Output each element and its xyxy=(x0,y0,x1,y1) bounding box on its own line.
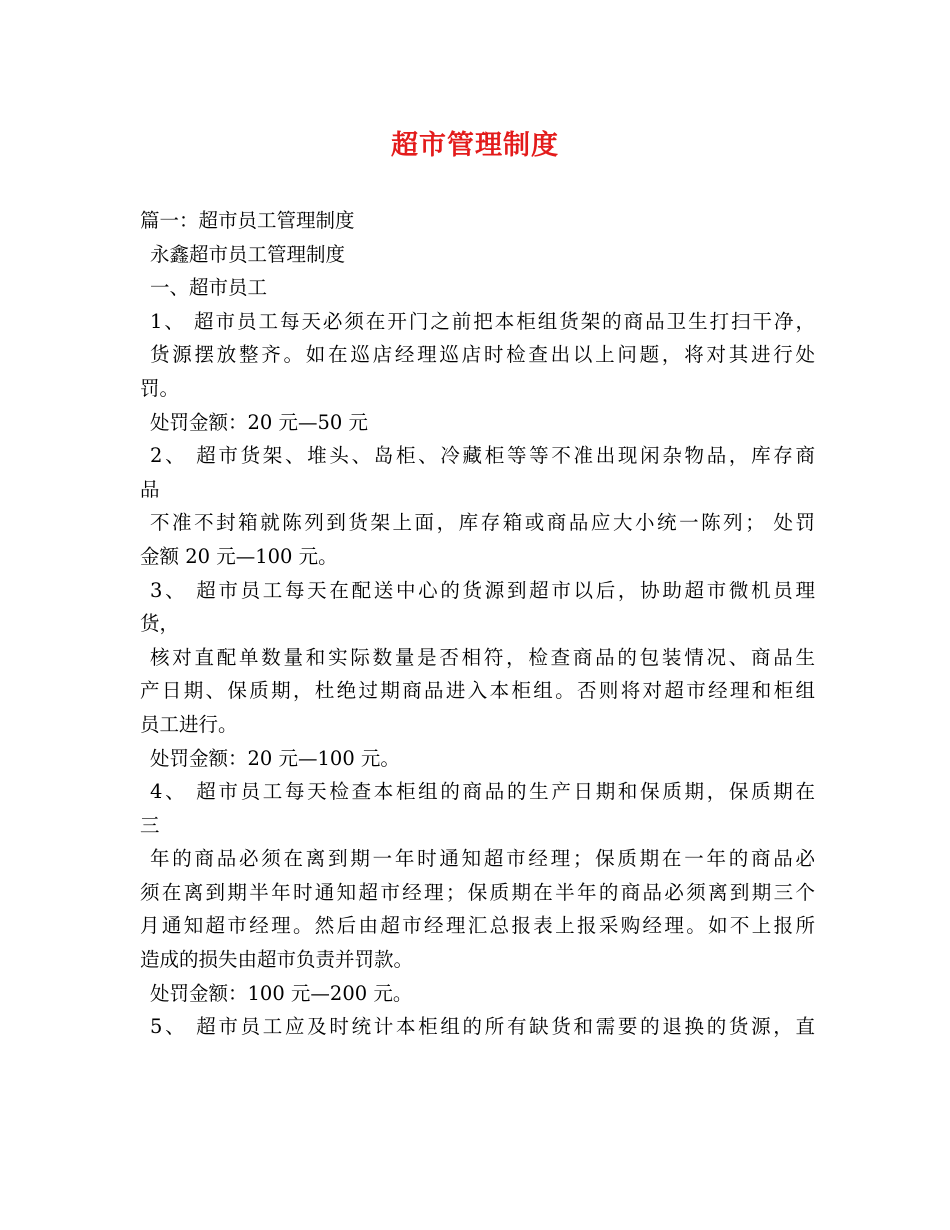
chapter-heading: 一、超市员工 xyxy=(150,276,268,300)
paragraph-line: 罚。 xyxy=(140,376,180,400)
paragraph-line: 年的商品必须在离到期一年时通知超市经理；保质期在一年的商品必 xyxy=(150,847,815,871)
document-body xyxy=(140,204,815,1044)
paragraph-line: 员工进行。 xyxy=(140,712,238,736)
paragraph-line: 造成的损失由超市负责并罚款。 xyxy=(140,948,414,972)
paragraph-line: 5、 超市员工应及时统计本柜组的所有缺货和需要的退换的货源，直 xyxy=(150,1015,815,1039)
paragraph-line: 产日期、保质期，杜绝过期商品进入本柜组。否则将对超市经理和柜组 xyxy=(140,679,815,703)
paragraph-line: 不准不封箱就陈列到货架上面，库存箱或商品应大小统一陈列； 处罚 xyxy=(150,511,815,535)
paragraph-line: 三 xyxy=(140,813,160,837)
penalty-line: 处罚金额：20 元—100 元。 xyxy=(150,746,400,770)
subtitle: 永鑫超市员工管理制度 xyxy=(150,242,346,266)
section-heading: 篇一：超市员工管理制度 xyxy=(140,209,355,232)
paragraph-line: 1、 超市员工每天必须在开门之前把本柜组货架的商品卫生打扫干净， xyxy=(150,309,815,333)
paragraph-line: 月通知超市经理。然后由超市经理汇总报表上报采购经理。如不上报所 xyxy=(140,914,815,938)
paragraph-line: 品 xyxy=(140,477,160,501)
paragraph-line: 核对直配单数量和实际数量是否相符，检查商品的包装情况、商品生 xyxy=(150,645,815,669)
paragraph-line: 3、 超市员工每天在配送中心的货源到超市以后，协助超市微机员理 xyxy=(150,578,815,602)
paragraph-line: 货源摆放整齐。如在巡店经理巡店时检查出以上问题，将对其进行处 xyxy=(150,343,815,367)
paragraph-line: 2、 超市货架、堆头、岛柜、冷藏柜等等不准出现闲杂物品，库存商 xyxy=(150,444,815,468)
paragraph-line: 4、 超市员工每天检查本柜组的商品的生产日期和保质期，保质期在 xyxy=(150,780,815,804)
paragraph-line: 须在离到期半年时通知超市经理；保质期在半年的商品必须离到期三个 xyxy=(140,880,815,904)
paragraph-line: 货， xyxy=(140,612,180,636)
penalty-line: 处罚金额：20 元—50 元 xyxy=(150,410,369,434)
penalty-line: 处罚金额：100 元—200 元。 xyxy=(150,981,413,1005)
paragraph-line: 金额 20 元—100 元。 xyxy=(140,544,338,568)
document-title: 超市管理制度 xyxy=(391,130,559,161)
